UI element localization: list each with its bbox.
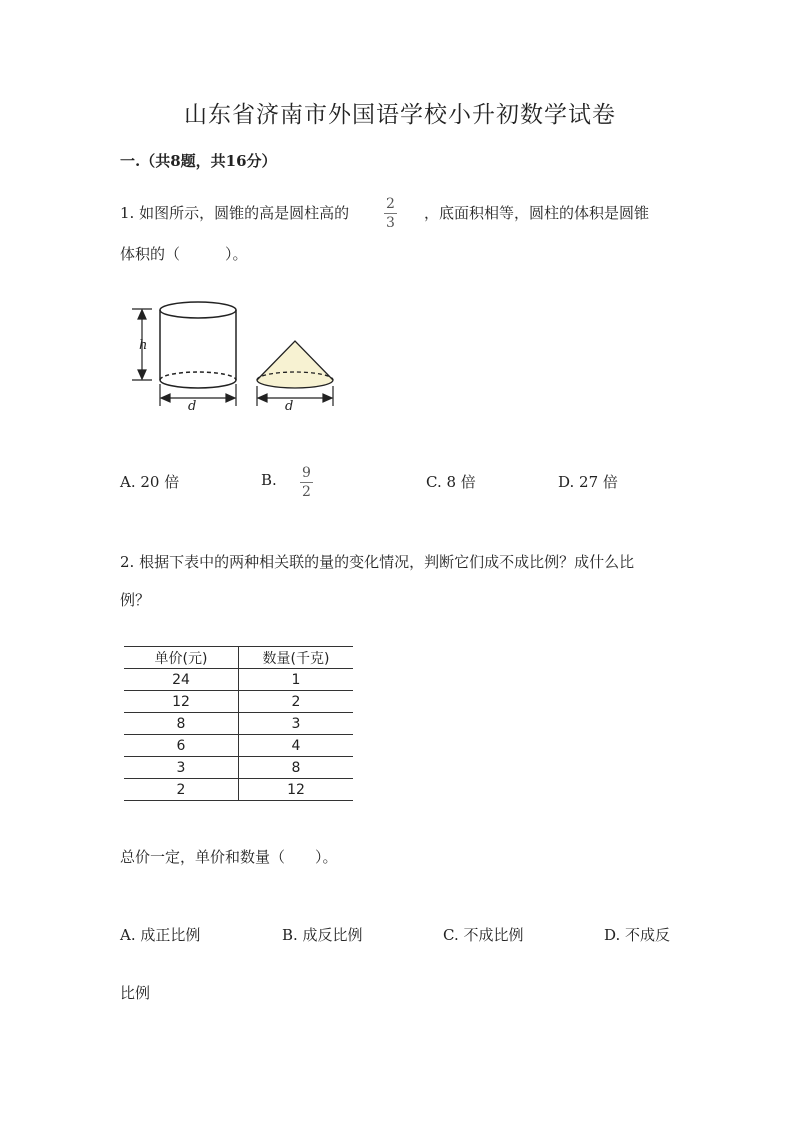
table-row [124, 779, 353, 801]
table-row [124, 757, 353, 779]
q1-fraction-denominator: 3 [386, 215, 395, 231]
q1-text-part3: 体积的（ ）。 [120, 245, 248, 263]
q1-option-b[interactable]: B. [261, 471, 277, 489]
cone-diameter-label: d [285, 399, 294, 414]
q2-option-b[interactable]: B. 成反比例 [282, 926, 363, 944]
table-row [124, 669, 353, 691]
q2-table [124, 646, 353, 801]
q1-option-b-numerator: 9 [302, 465, 311, 481]
q1-fraction [384, 196, 397, 231]
table-cell-quantity: 12 [239, 779, 354, 801]
q1-option-b-denominator: 2 [302, 484, 311, 500]
table-cell-quantity: 2 [239, 691, 354, 713]
q1-text-part2: ，底面积相等，圆柱的体积是圆锥 [424, 204, 650, 222]
table-cell-quantity: 1 [239, 669, 354, 691]
q2-option-d-continued: 比例 [120, 984, 151, 1002]
q2-option-d[interactable]: D. 不成反 [604, 926, 671, 944]
q1-fraction-bar [384, 213, 397, 214]
q1-option-b-fraction-bar [300, 482, 313, 483]
table-cell-price: 3 [124, 757, 239, 779]
table-cell-price: 8 [124, 713, 239, 735]
table-header-price: 单价(元) [124, 647, 239, 669]
table-header-quantity: 数量(千克) [239, 647, 354, 669]
table-header-row [124, 647, 353, 669]
q2-option-a[interactable]: A. 成正比例 [120, 926, 201, 944]
q1-figure [124, 292, 346, 417]
q1-option-a[interactable]: A. 20 倍 [120, 473, 180, 491]
page-title: 山东省济南市外国语学校小升初数学试卷 [184, 102, 616, 128]
q2-option-c[interactable]: C. 不成比例 [443, 926, 524, 944]
height-label: h [139, 338, 148, 353]
table-cell-quantity: 8 [239, 757, 354, 779]
cylinder-diameter-label: d [188, 399, 197, 414]
q1-fraction-numerator: 2 [386, 196, 395, 212]
table-row [124, 713, 353, 735]
table-cell-price: 24 [124, 669, 239, 691]
q2-text-line1: 2. 根据下表中的两种相关联的量的变化情况，判断它们成不成比例？成什么比 [120, 553, 635, 571]
table-row [124, 735, 353, 757]
q1-option-b-fraction [300, 465, 313, 500]
table-cell-quantity: 3 [239, 713, 354, 735]
table-row [124, 691, 353, 713]
q1-text-part1: 1. 如图所示，圆锥的高是圆柱高的 [120, 204, 350, 222]
table-cell-price: 12 [124, 691, 239, 713]
q2-text-line2: 例？ [120, 591, 151, 609]
q1-option-d[interactable]: D. 27 倍 [558, 473, 618, 491]
table-cell-quantity: 4 [239, 735, 354, 757]
q1-option-c[interactable]: C. 8 倍 [426, 473, 476, 491]
table-cell-price: 6 [124, 735, 239, 757]
table-cell-price: 2 [124, 779, 239, 801]
q2-prompt: 总价一定，单价和数量（ ）。 [120, 848, 338, 866]
section-heading: 一.（共8题，共16分） [120, 152, 277, 170]
